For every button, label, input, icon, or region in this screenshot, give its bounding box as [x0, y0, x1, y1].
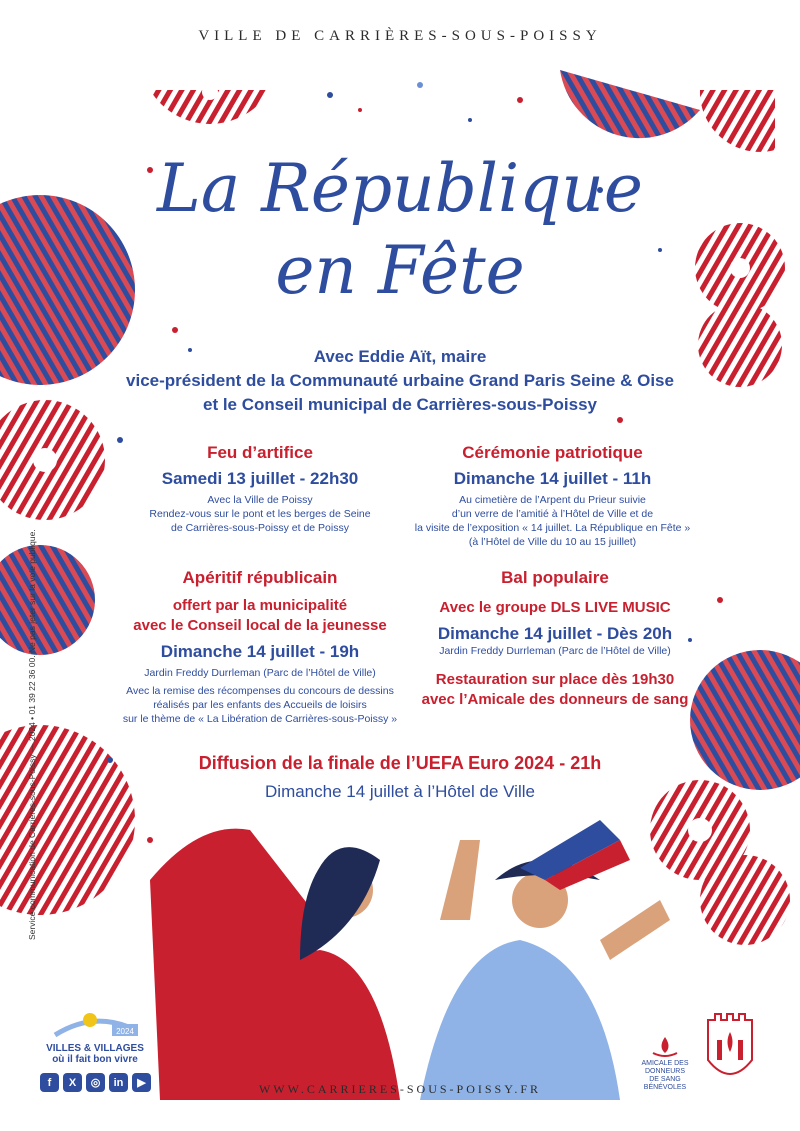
intro-block — [0, 345, 800, 417]
event-date: Dimanche 14 juillet - 19h — [160, 642, 360, 661]
event-location: Jardin Freddy Durrleman (Parc de l’Hôtel de Ville) — [439, 645, 671, 657]
villes-line: où il fait bon vivre — [52, 1054, 138, 1065]
linkedin-icon[interactable]: in — [109, 1073, 128, 1092]
sub-line: offert par la municipalité — [172, 597, 348, 614]
top-right-fan — [560, 70, 775, 152]
villes-villages-logo — [40, 1010, 150, 1065]
facebook-icon[interactable]: f — [40, 1073, 59, 1092]
villes-villages-icon — [50, 1010, 140, 1038]
detail-line: la visite de l’exposition « 14 juillet. La République en Fête » — [414, 522, 691, 534]
city-header: VILLE DE CARRIÈRES-SOUS-POISSY — [198, 28, 602, 44]
detail-line: d’un verre de l’amitié à l’Hôtel de Ville et de — [451, 508, 654, 520]
event-sub: Avec le groupe DLS LIVE MUSIC — [439, 599, 671, 616]
amicale-line: AMICALE DES DONNEURS — [641, 1060, 689, 1075]
intro-line: et le Conseil municipal de Carrières-sous-Poissy — [203, 395, 597, 414]
city-crest-icon — [705, 1010, 755, 1090]
resto-line: Restauration sur place dès 19h30 — [435, 671, 675, 688]
instagram-icon[interactable]: ◎ — [86, 1073, 105, 1092]
event-date: Dimanche 14 juillet à l’Hôtel de Ville — [265, 782, 535, 801]
website-link[interactable]: WWW.CARRIERES-SOUS-POISSY.FR — [258, 1082, 542, 1096]
detail-line: Avec la Ville de Poissy — [207, 494, 313, 506]
event-details — [95, 684, 425, 726]
event-feu-artifice — [110, 443, 410, 535]
event-title: Bal populaire — [501, 568, 609, 587]
top-left-fan — [150, 84, 270, 124]
intro-line: Avec Eddie Aït, maire — [313, 347, 487, 366]
detail-line: (à l’Hôtel de Ville du 10 au 15 juillet) — [468, 536, 637, 548]
amicale-line: DE SANG BÉNÉVOLES — [643, 1076, 687, 1091]
event-title: Apéritif républicain — [182, 568, 338, 587]
event-details — [110, 493, 410, 535]
event-title: Feu d’artifice — [207, 443, 313, 462]
detail-line: sur le thème de « La Libération de Carrières-sous-Poissy » — [122, 713, 398, 725]
event-ceremonie — [400, 443, 705, 549]
event-details — [400, 493, 705, 549]
event-finale — [0, 753, 800, 802]
event-date: Dimanche 14 juillet - Dès 20h — [437, 624, 673, 643]
event-aperitif — [95, 568, 425, 726]
blood-drop-icon — [650, 1035, 680, 1057]
detail-line: Au cimetière de l’Arpent du Prieur suivie — [459, 494, 646, 506]
event-location: Jardin Freddy Durrleman (Parc de l’Hôtel de Ville) — [144, 667, 376, 679]
amicale-logo — [630, 1035, 700, 1092]
x-icon[interactable]: X — [63, 1073, 82, 1092]
event-resto — [410, 670, 700, 710]
detail-line: Rendez-vous sur le pont et les berges de Seine — [149, 508, 371, 520]
event-date: Dimanche 14 juillet - 11h — [453, 469, 652, 488]
title-line-1: La République — [157, 150, 643, 227]
event-bal — [410, 568, 700, 710]
detail-line: réalisés par les enfants des Accueils de loisirs — [153, 699, 367, 711]
event-title: Diffusion de la finale de l’UEFA Euro 2024 - 21h — [198, 753, 602, 773]
resto-line: avec l’Amicale des donneurs de sang — [421, 691, 689, 708]
vertical-note: Service communication de Carrières-sous-Poissy — 2024 • 01 39 22 36 00. Ne pas jeter sur la voie publique. — [27, 529, 37, 940]
detail-line: Avec la remise des récompenses du concours de dessins — [126, 685, 394, 697]
event-date: Samedi 13 juillet - 22h30 — [161, 469, 359, 488]
sub-line: avec le Conseil local de la jeunesse — [133, 617, 387, 634]
event-sub — [95, 596, 425, 636]
event-title: Cérémonie patriotique — [462, 443, 643, 462]
detail-line: de Carrières-sous-Poissy et de Poissy — [171, 522, 349, 534]
villes-year: 2024 — [116, 1027, 134, 1036]
villes-line: VILLES & VILLAGES — [46, 1043, 144, 1054]
intro-line: vice-président de la Communauté urbaine Grand Paris Seine & Oise — [126, 371, 674, 390]
dancers-illustration — [150, 820, 670, 1100]
title-line-2: en Fête — [275, 232, 525, 309]
youtube-icon[interactable]: ▶ — [132, 1073, 151, 1092]
